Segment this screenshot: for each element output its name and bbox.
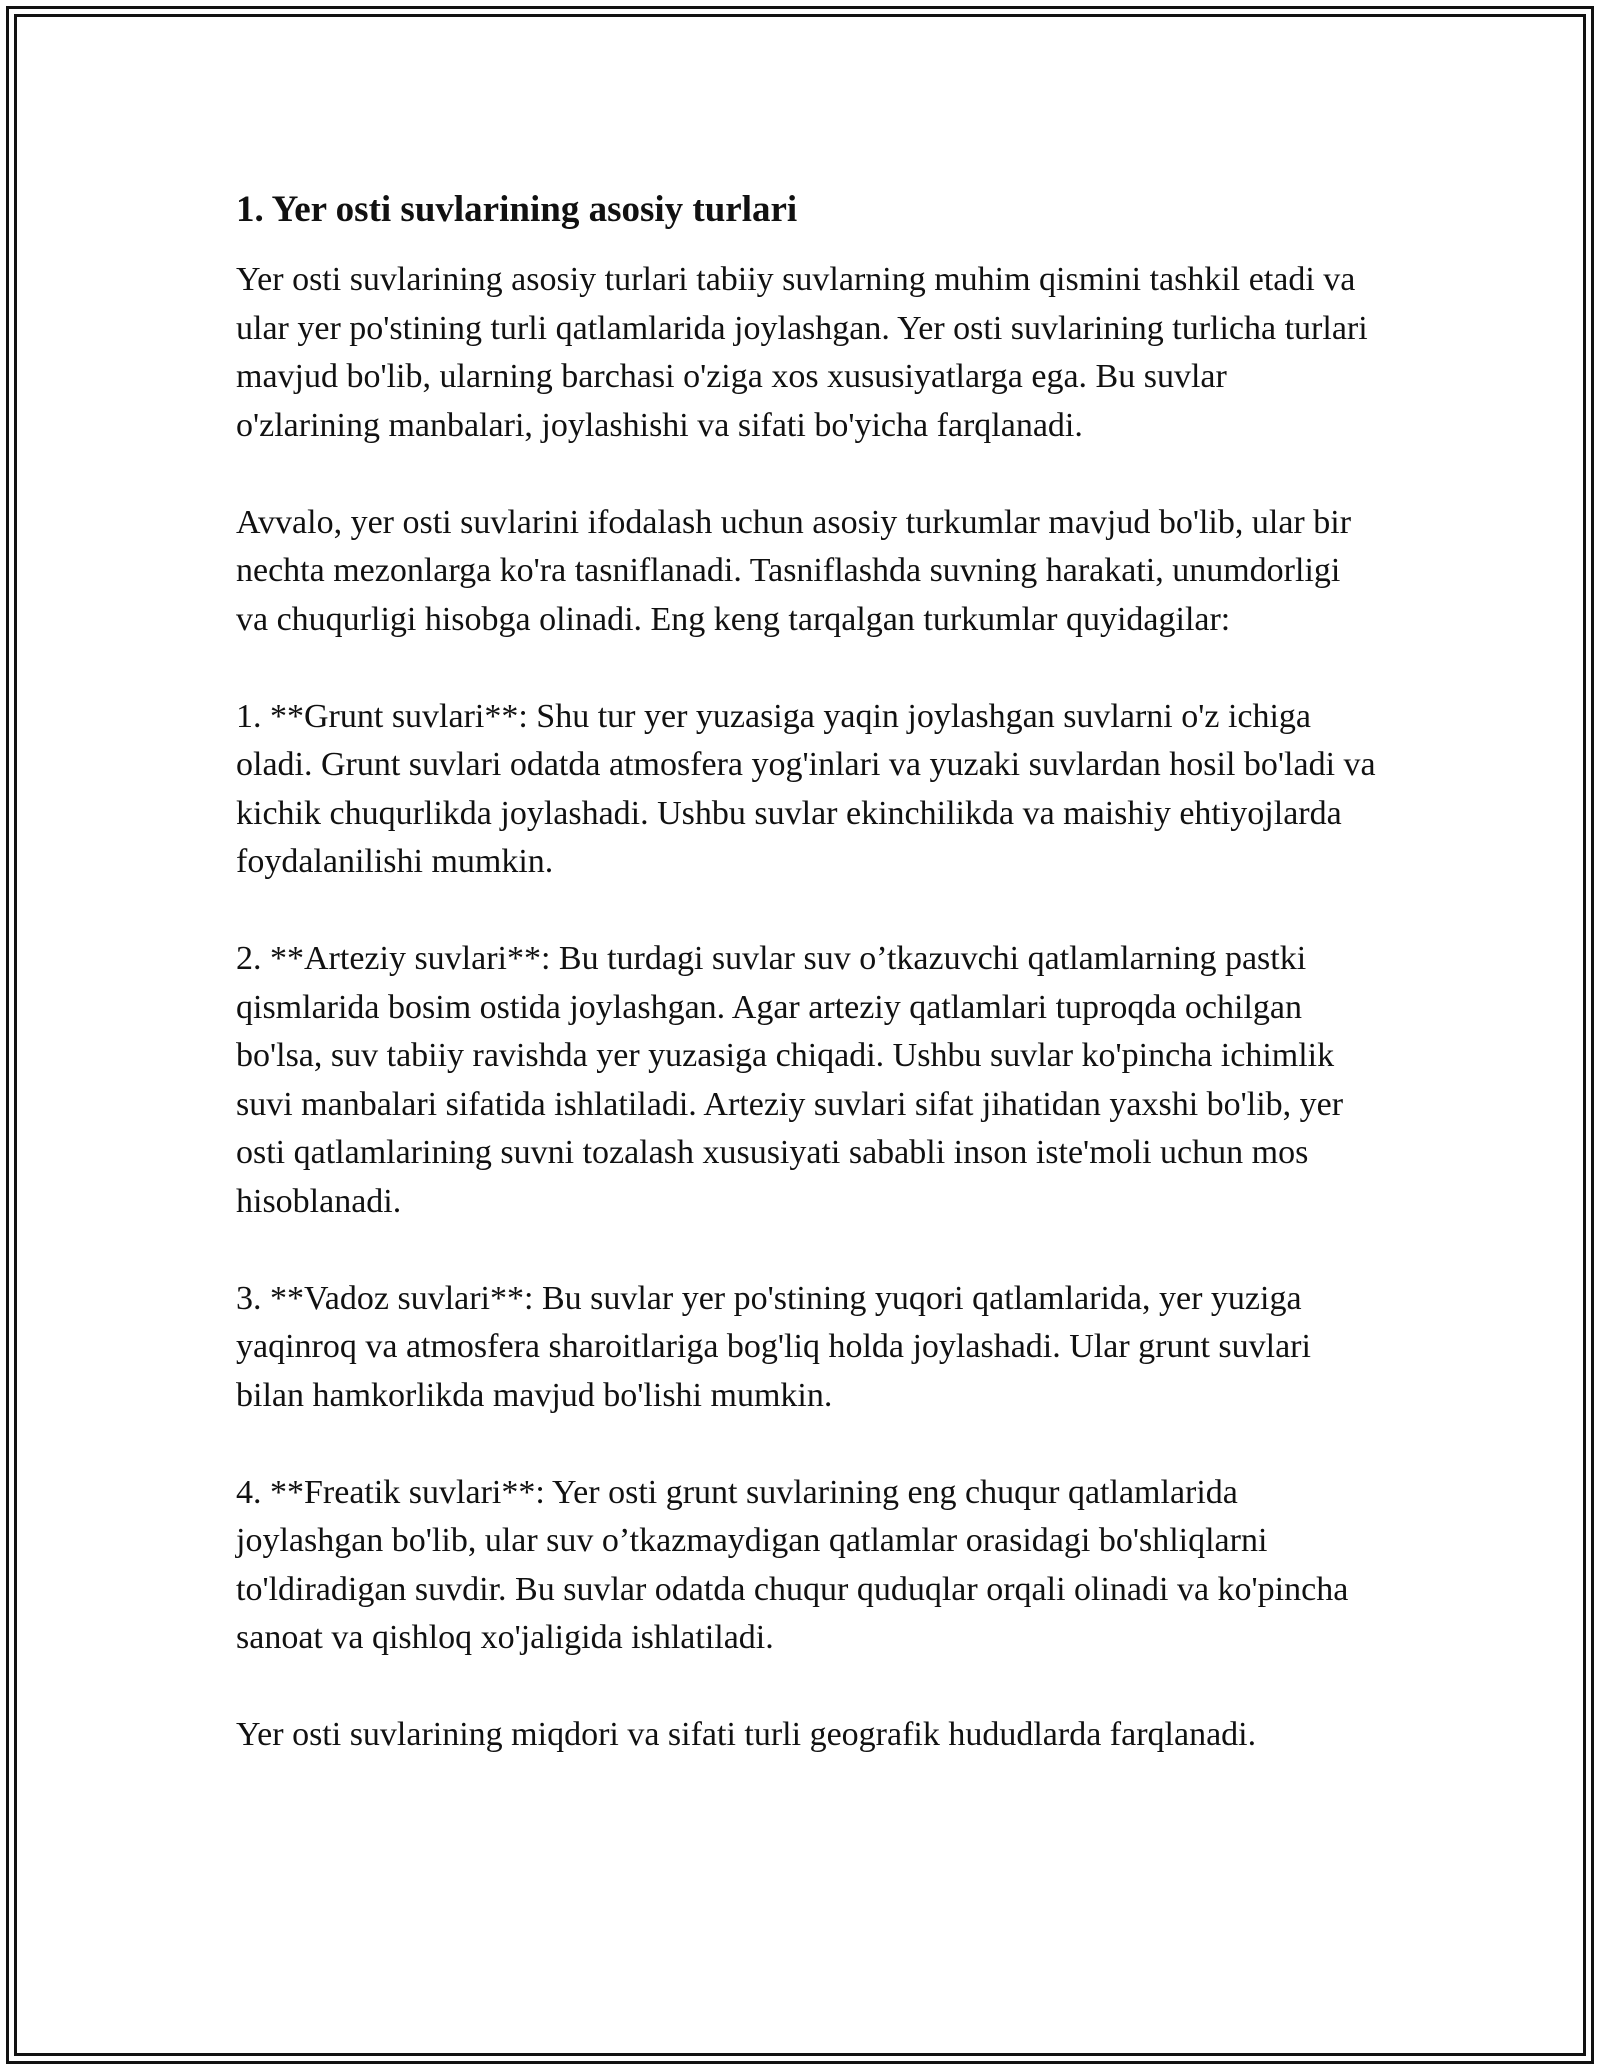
document-body	[236, 186, 1376, 1760]
paragraph-arteziy-suvlari: 2. **Arteziy suvlari**: Bu turdagi suvlar suv o’tkazuvchi qatlamlarning pastki qismlarida bosim ostida joylashgan. Agar arteziy qatlamlari tuproqda ochilgan bo'lsa, suv tabiiy ravishda yer yuzasiga chiqadi. Ushbu suvlar ko'pincha ichimlik suvi manbalari sifatida ishlatiladi. Arteziy suvlari sifat jihatidan yaxshi bo'lib, yer osti qatlamlarining suvni tozalash xususiyati sababli inson iste'moli uchun mos hisoblanadi.	[236, 940, 1344, 1220]
paragraph-intro: Yer osti suvlarining asosiy turlari tabiiy suvlarning muhim qismini tashkil etadi va ular yer po'stining turli qatlamlarida joylashgan. Yer osti suvlarining turlicha turlari mavjud bo'lib, ularning barchasi o'ziga xos xususiyatlarga ega. Bu suvlar o'zlarining manbalari, joylashishi va sifati bo'yicha farqlanadi.	[236, 261, 1368, 444]
paragraph-grunt-suvlari: 1. **Grunt suvlari**: Shu tur yer yuzasiga yaqin joylashgan suvlarni o'z ichiga oladi. Grunt suvlari odatda atmosfera yog'inlari va yuzaki suvlardan hosil bo'ladi va kichik chuqurlikda joylashadi. Ushbu suvlar ekinchilikda va maishiy ehtiyojlarda foydalanilishi mumkin.	[236, 697, 1376, 880]
paragraph-vadoz-suvlari: 3. **Vadoz suvlari**: Bu suvlar yer po'stining yuqori qatlamlarida, yer yuziga yaqinroq va atmosfera sharoitlariga bog'liq holda joylashadi. Ular grunt suvlari bilan hamkorlikda mavjud bo'lishi mumkin.	[236, 1279, 1311, 1414]
paragraph-classification: Avvalo, yer osti suvlarini ifodalash uchun asosiy turkumlar mavjud bo'lib, ular bir nechta mezonlarga ko'ra tasniflanadi. Tasniflashda suvning harakati, unumdorligi va chuqurligi hisobga olinadi. Eng keng tarqalgan turkumlar quyidagilar:	[236, 503, 1352, 638]
section-heading: 1. Yer osti suvlarining asosiy turlari	[236, 189, 798, 230]
paragraph-freatik-suvlari: 4. **Freatik suvlari**: Yer osti grunt suvlarining eng chuqur qatlamlarida joylashgan bo'lib, ular suv o’tkazmaydigan qatlamlar orasidagi bo'shliqlarni to'ldiradigan suvdir. Bu suvlar odatda chuqur quduqlar orqali olinadi va ko'pincha sanoat va qishloq xo'jaligida ishlatiladi.	[236, 1473, 1349, 1656]
paragraph-conclusion: Yer osti suvlarining miqdori va sifati turli geografik hududlarda farqlanadi.	[236, 1716, 1257, 1753]
